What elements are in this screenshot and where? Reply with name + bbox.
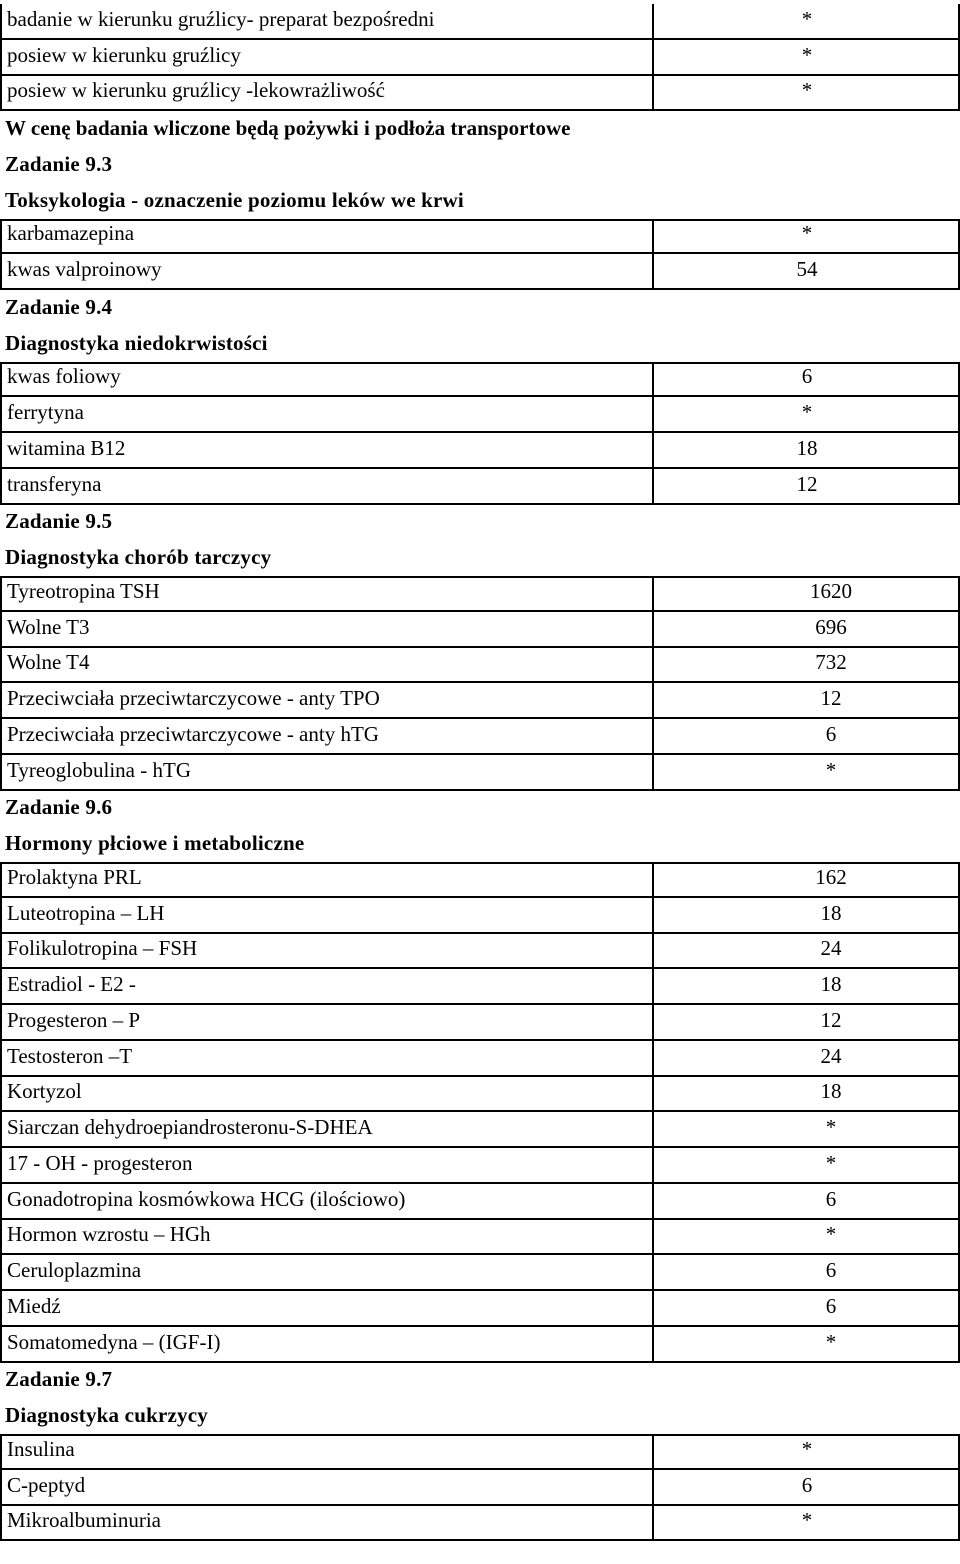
table-row: [0, 1005, 960, 1041]
test-name: badanie w kierunku gruźlicy- preparat bezpośredni: [7, 6, 435, 31]
section-heading-label: Diagnostyka niedokrwistości: [5, 330, 268, 355]
test-name: karbamazepina: [7, 221, 135, 246]
test-value: 12: [796, 471, 818, 496]
table-row: [0, 433, 960, 469]
table-row: [0, 76, 960, 112]
test-value: 6: [825, 1186, 837, 1211]
section-heading-label: Zadanie 9.5: [5, 509, 113, 534]
test-name: ferrytyna: [7, 400, 84, 424]
test-name: posiew w kierunku gruźlicy -lekowrażliwość: [7, 78, 385, 103]
test-name: Przeciwciała przeciwtarczycowe - anty TPO: [7, 686, 380, 710]
test-name: Kortyzol: [7, 1079, 82, 1104]
table-row: [0, 397, 960, 433]
table-row: [0, 469, 960, 505]
table-row: [0, 1220, 960, 1256]
test-name: witamina B12: [7, 435, 126, 460]
test-value: *: [801, 1508, 813, 1533]
table-row: [0, 683, 960, 719]
section-heading-label: Zadanie 9.4: [5, 294, 113, 319]
test-value: 696: [815, 614, 847, 639]
test-value: *: [801, 42, 813, 67]
test-value: 54: [796, 257, 818, 281]
section-heading-label: Diagnostyka cukrzycy: [5, 1403, 208, 1427]
test-value: 6: [801, 1472, 813, 1497]
table-row: [0, 1255, 960, 1291]
test-value: 162: [815, 864, 847, 889]
test-value: 12: [820, 1007, 842, 1032]
test-name: Tyreotropina TSH: [7, 578, 160, 603]
test-name: Wolne T4: [7, 650, 90, 675]
section-heading-label: Zadanie 9.3: [5, 151, 113, 176]
test-name: Ceruloplazmina: [7, 1258, 142, 1282]
test-name: C-peptyd: [7, 1472, 86, 1497]
section-heading: [0, 540, 960, 576]
table-row: [0, 40, 960, 76]
section-heading: [0, 290, 960, 326]
test-name: Mikroalbuminuria: [7, 1508, 161, 1533]
test-value: 18: [820, 972, 842, 996]
test-name: Progesteron – P: [7, 1007, 140, 1032]
section-heading: [0, 826, 960, 862]
section-heading-label: Zadanie 9.7: [5, 1367, 113, 1392]
table-row: [0, 719, 960, 755]
table-row: [0, 648, 960, 684]
section-heading-label: Zadanie 9.6: [5, 795, 113, 820]
test-name: Wolne T3: [7, 614, 90, 639]
section-heading-label: Toksykologia - oznaczenie poziomu leków we krwi: [5, 187, 464, 212]
table-row: [0, 898, 960, 934]
test-value: 12: [820, 686, 842, 710]
test-value: *: [801, 6, 813, 31]
test-value: *: [801, 221, 813, 246]
test-value: 24: [820, 936, 842, 961]
test-name: Przeciwciała przeciwtarczycowe - anty hTG: [7, 721, 379, 746]
test-name: Somatomedyna – (IGF-I): [7, 1329, 221, 1354]
table-row: [0, 362, 960, 398]
test-name: kwas foliowy: [7, 364, 121, 389]
test-name: Gonadotropina kosmówkowa HCG (ilościowo): [7, 1186, 406, 1211]
test-value: *: [801, 78, 813, 103]
test-name: Prolaktyna PRL: [7, 864, 142, 889]
test-value: 18: [820, 1079, 842, 1104]
test-value: *: [825, 1329, 837, 1354]
note-label: W cenę badania wliczone będą pożywki i podłoża transportowe: [5, 116, 571, 140]
test-name: 17 - OH - progesteron: [7, 1150, 193, 1175]
table-row: [0, 969, 960, 1005]
test-name: Insulina: [7, 1436, 75, 1461]
table-row: [0, 612, 960, 648]
section-heading: [0, 326, 960, 362]
price-table-document: [0, 4, 960, 1541]
table-row: [0, 1148, 960, 1184]
test-value: 732: [815, 650, 847, 675]
test-name: Luteotropina – LH: [7, 900, 165, 925]
test-name: Tyreoglobulina - hTG: [7, 757, 191, 782]
section-heading: [0, 791, 960, 827]
test-value: 6: [825, 1258, 837, 1282]
table-row: [0, 4, 960, 40]
table-row: [0, 862, 960, 898]
note-text: [0, 111, 960, 147]
table-row: [0, 1470, 960, 1506]
test-value: *: [801, 1436, 813, 1461]
section-heading: [0, 183, 960, 219]
table-row: [0, 934, 960, 970]
test-value: *: [825, 1150, 837, 1175]
table-row: [0, 1506, 960, 1542]
test-value: 18: [796, 435, 818, 460]
table-row: [0, 576, 960, 612]
test-name: Testosteron –T: [7, 1043, 133, 1068]
table-row: [0, 755, 960, 791]
table-row: [0, 1184, 960, 1220]
test-value: *: [825, 757, 837, 782]
table-row: [0, 1327, 960, 1363]
section-heading: [0, 505, 960, 541]
test-name: transferyna: [7, 471, 102, 496]
table-row: [0, 1041, 960, 1077]
section-heading: [0, 1398, 960, 1434]
test-value: *: [825, 1222, 837, 1247]
test-value: 6: [801, 364, 813, 389]
table-row: [0, 1291, 960, 1327]
test-value: 1620: [810, 578, 852, 603]
section-heading-label: Hormony płciowe i metaboliczne: [5, 831, 305, 855]
test-value: 6: [825, 721, 837, 746]
test-value: *: [825, 1115, 837, 1139]
test-name: Hormon wzrostu – HGh: [7, 1222, 211, 1247]
section-heading-label: Diagnostyka chorób tarczycy: [5, 545, 272, 569]
test-name: Miedź: [7, 1293, 61, 1318]
table-row: [0, 254, 960, 290]
test-value: 18: [820, 900, 842, 925]
test-name: Estradiol - E2 -: [7, 972, 136, 996]
table-row: [0, 1077, 960, 1113]
table-row: [0, 219, 960, 255]
test-value: 24: [820, 1043, 842, 1068]
test-value: *: [801, 400, 813, 424]
table-row: [0, 1112, 960, 1148]
test-name: posiew w kierunku gruźlicy: [7, 42, 241, 67]
section-heading: [0, 147, 960, 183]
table-row: [0, 1434, 960, 1470]
test-value: 6: [825, 1293, 837, 1318]
test-name: kwas valproinowy: [7, 257, 162, 281]
test-name: Folikulotropina – FSH: [7, 936, 198, 961]
section-heading: [0, 1363, 960, 1399]
test-name: Siarczan dehydroepiandrosteronu-S-DHEA: [7, 1115, 373, 1139]
